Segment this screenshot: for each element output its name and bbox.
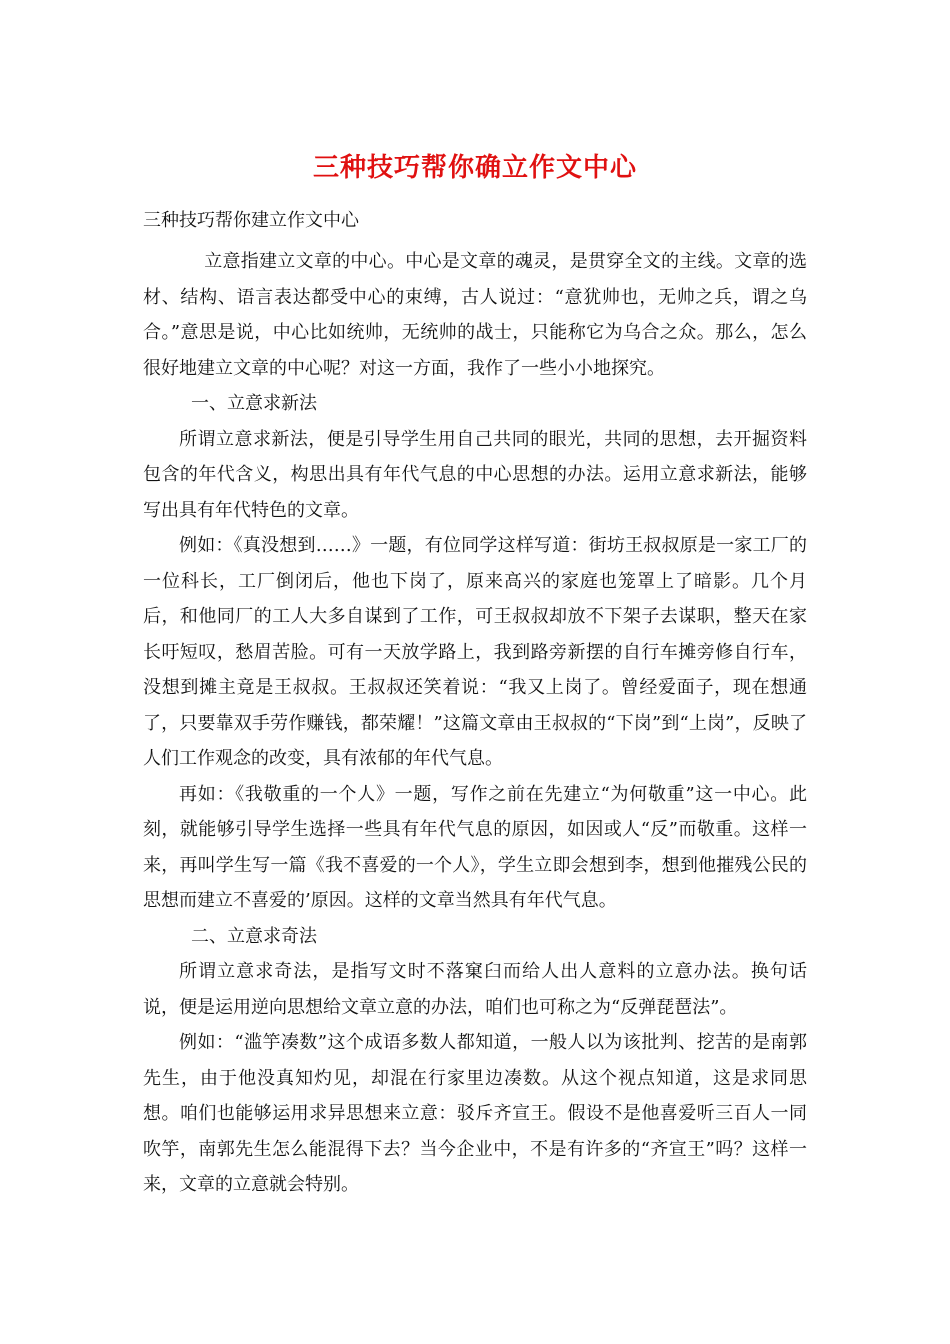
paragraph-example: 例如：《真没想到……》一题，有位同学这样写道：街坊王叔叔原是一家工厂的一位科长，工厂倒闭后，他也下岗了，原来高兴的家庭也笼罩上了暗影。几个月后，和他同厂的工人大多自谋到了工作，可王叔叔却放不下架子去谋职，整天在家长吁短叹，愁眉苦脸。可有一天放学路上，我到路旁新摆的自行车摊旁修自行车，没想到摊主竟是王叔叔。王叔叔还笑着说：“我又上岗了。曾经爱面子，现在想通了，只要靠双手劳作赚钱，都荣耀！”这篇文章由王叔叔的“下岗”到“上岗”，反映了人们工作观念的改变，具有浓郁的年代气息。 (143, 535, 807, 769)
paragraph-body: 所谓立意求新法，便是引导学生用自己共同的眼光，共同的思想，去开掘资料包含的年代含义，构思出具有年代气息的中心思想的办法。运用立意求新法，能够写出具有年代特色的文章。 (143, 428, 807, 521)
paragraph-example: 再如：《我敬重的一个人》一题，写作之前在先建立“为何敬重”这一中心。此刻，就能够引导学生选择一些具有年代气息的原因，如因或人“反”而敬重。这样一来，再叫学生写一篇《我不喜爱的一个人》，学生立即会想到李，想到他摧残公民的思想而建立不喜爱的’原因。这样的文章当然具有年代气息。 (143, 783, 807, 911)
document-subtitle: 三种技巧帮你建立作文中心 (143, 210, 359, 231)
section-heading-1: 一、立意求新法 (191, 393, 317, 414)
paragraph-example: 例如：“滥竽凑数”这个成语多数人都知道，一般人以为该批判、挖苦的是南郭先生，由于他没真知灼见，却混在行家里边凑数。从这个视点知道，这是求同思想。咱们也能够运用求异思想来立意：驳斥齐宣王。假设不是他喜爱听三百人一同吹竽，南郭先生怎么能混得下去？当今企业中，不是有许多的“齐宣王”吗？这样一来，文章的立意就会特别。 (143, 1032, 807, 1195)
section-heading-2: 二、立意求奇法 (191, 925, 317, 947)
paragraph-intro: 立意指建立文章的中心。中心是文章的魂灵，是贯穿全文的主线。文章的选材、结构、语言表达都受中心的束缚，古人说过：“意犹帅也，无帅之兵，谓之乌合。”意思是说，中心比如统帅，无统帅的战士，只能称它为乌合之众。那么，怎么很好地建立文章的中心呢？对这一方面，我作了一些小小地探究。 (143, 251, 807, 379)
document-title: 三种技巧帮你确立作文中心 (312, 153, 637, 183)
paragraph-body: 所谓立意求奇法，是指写文时不落窠臼而给人出人意料的立意办法。换句话说，便是运用逆向思想给文章立意的办法，咱们也可称之为“反弹琵琶法”。 (143, 961, 807, 1018)
document-page (143, 148, 807, 1203)
